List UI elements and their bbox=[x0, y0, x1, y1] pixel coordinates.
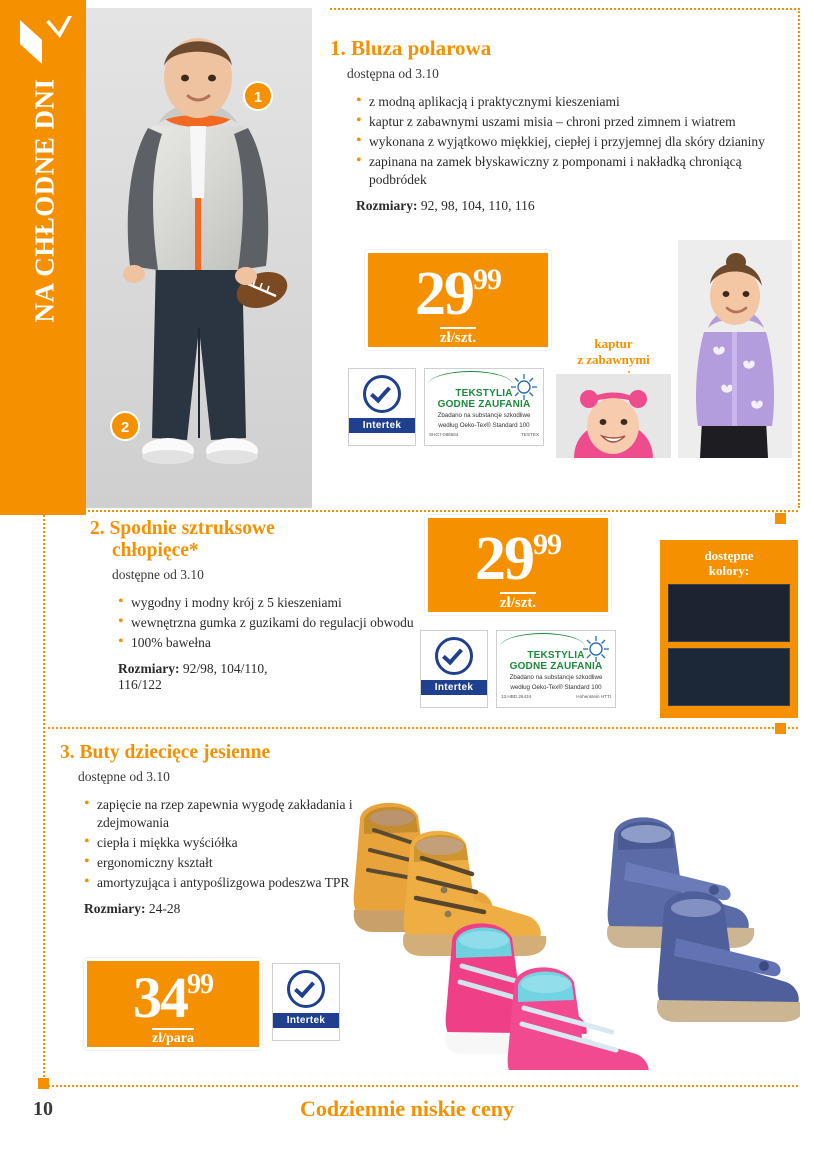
oeko-title-2: GODNE ZAUFANIA bbox=[437, 399, 531, 410]
product-2-title-line2: chłopięce* bbox=[112, 540, 199, 561]
list-item: • zapinana na zamek błyskawiczny z pomponami i nakładką chroniącą podbródek bbox=[356, 153, 790, 189]
product-2-sizes bbox=[118, 661, 430, 693]
product-2-availability: dostępne od 3.10 bbox=[112, 567, 204, 582]
list-item: • zapięcie na rzep zapewnia wygodę zakładania i zdejmowania bbox=[84, 796, 400, 832]
right-dotted-line bbox=[798, 8, 800, 508]
footer-slogan: Codziennie niskie ceny bbox=[300, 1096, 514, 1121]
product-1-title-text: Bluza polarowa bbox=[351, 36, 492, 60]
product-1-price-box bbox=[365, 250, 551, 350]
oeko-code: SHG7-086554 bbox=[429, 432, 459, 437]
product-3-price-box bbox=[84, 958, 262, 1050]
oeko-arc-decor bbox=[500, 633, 585, 647]
intertek-label: Intertek bbox=[349, 418, 415, 433]
intertek-label: Intertek bbox=[273, 1013, 339, 1028]
product-1-price-cents: 99 bbox=[473, 263, 501, 296]
product-1-index: 1. bbox=[330, 36, 351, 60]
product-3-sizes-value: 24-28 bbox=[148, 901, 181, 916]
product-1-availability: dostępna od 3.10 bbox=[347, 66, 439, 81]
footer-dotted-line bbox=[43, 1085, 798, 1087]
product-2-index: 2. bbox=[90, 518, 110, 539]
section-title-vertical: NA CHŁODNE DNI bbox=[29, 78, 60, 323]
product-3-sizes-label: Rozmiary: bbox=[84, 901, 146, 916]
top-dotted-line bbox=[330, 8, 800, 10]
product-2-title-line2-wrap bbox=[112, 540, 430, 562]
oeko-arc-decor bbox=[428, 371, 513, 385]
product-3-price-cents: 99 bbox=[187, 969, 213, 1000]
intertek-certificate-3 bbox=[272, 963, 340, 1041]
product-3-index: 3. bbox=[60, 742, 80, 763]
separator-2 bbox=[43, 727, 798, 729]
oeko-tex-certificate-1 bbox=[424, 368, 544, 446]
purple-fleece-photo bbox=[678, 240, 792, 458]
product-1-title bbox=[330, 36, 790, 61]
intertek-check-icon bbox=[435, 637, 473, 675]
separator-1 bbox=[43, 510, 798, 512]
product-2-sizes-value-1: 92/98, 104/110, bbox=[182, 661, 268, 676]
pink-hood-photo bbox=[556, 374, 671, 458]
hood-note-line1: kaptur bbox=[594, 336, 633, 351]
intertek-check-icon bbox=[363, 375, 401, 413]
oeko-sub-2: według Oeko-Tex® Standard 100 bbox=[510, 683, 602, 691]
color-swatch-navy[interactable] bbox=[668, 648, 790, 706]
product-2-title bbox=[90, 518, 430, 540]
left-orange-sidebar bbox=[0, 0, 86, 515]
product-3-title-text: Buty dziecięce jesienne bbox=[79, 742, 271, 763]
oeko-title-1: TEKSTYLIA bbox=[527, 650, 585, 661]
colors-title-line2: kolory: bbox=[708, 563, 750, 578]
product-1-features bbox=[356, 93, 790, 189]
product-1-sizes-value: 92, 98, 104, 110, 116 bbox=[420, 198, 535, 213]
product-2-info bbox=[90, 518, 430, 693]
sun-icon bbox=[509, 372, 539, 402]
list-item: • z modną aplikacją i praktycznymi kieszeniami bbox=[356, 93, 790, 111]
list-item: • 100% bawełna bbox=[118, 634, 430, 652]
product-2-price-cents: 99 bbox=[533, 528, 561, 561]
product-3-availability: dostępne od 3.10 bbox=[78, 769, 170, 784]
product-3-price-main: 34 bbox=[133, 965, 187, 1030]
oeko-code: 13.HBD.26434 bbox=[501, 694, 532, 699]
oeko-institute: Hohenstein HTTI bbox=[576, 694, 611, 699]
product-2-features bbox=[118, 594, 430, 652]
oeko-institute: TESTEX bbox=[521, 432, 539, 437]
product-1-price-unit: zł/szt. bbox=[440, 327, 476, 347]
list-item: • wykonana z wyjątkowo miękkiej, ciepłej i przyjemnej dla skóry dzianiny bbox=[356, 133, 790, 151]
intertek-certificate-2 bbox=[420, 630, 488, 708]
product-1-price-main: 29 bbox=[415, 260, 473, 328]
product-2-sizes-label: Rozmiary: bbox=[118, 661, 180, 676]
oeko-sub-1: Zbadano na substancje szkodliwe bbox=[509, 674, 603, 681]
product-1-sizes-label: Rozmiary: bbox=[356, 198, 418, 213]
oeko-sub-2: według Oeko-Tex® Standard 100 bbox=[438, 421, 530, 429]
hood-note-line2: z zabawnymi bbox=[577, 352, 650, 367]
list-item: • kaptur z zabawnymi uszami misia – chroni przed zimnem i wiatrem bbox=[356, 113, 790, 131]
list-item: • amortyzująca i antypoślizgowa podeszwa TPR bbox=[84, 874, 400, 892]
oeko-sub-1: Zbadano na substancje szkodliwe bbox=[437, 412, 531, 419]
oeko-title-1: TEKSTYLIA bbox=[455, 388, 513, 399]
oeko-tex-certificate-2 bbox=[496, 630, 616, 708]
list-item: • wygodny i modny krój z 5 kieszeniami bbox=[118, 594, 430, 612]
available-colors-box bbox=[660, 540, 798, 718]
list-item: • ergonomiczny kształt bbox=[84, 854, 400, 872]
rail-square-bottom-left bbox=[38, 1078, 49, 1089]
list-item: • wewnętrzna gumka z guzikami do regulacji obwodu bbox=[118, 614, 430, 632]
product-2-number-badge: 2 bbox=[110, 411, 140, 441]
intertek-certificate-1 bbox=[348, 368, 416, 446]
rail-square-right-1 bbox=[775, 513, 786, 524]
product-2-price-box bbox=[425, 515, 611, 615]
product-2-sizes-value-2: 116/122 bbox=[118, 677, 162, 692]
color-swatch-black[interactable] bbox=[668, 584, 790, 642]
oeko-title-2: GODNE ZAUFANIA bbox=[509, 661, 603, 672]
product-3-photo bbox=[330, 760, 800, 1070]
product-2-title-line1: Spodnie sztruksowe bbox=[109, 518, 275, 539]
list-item: • ciepła i miękka wyściółka bbox=[84, 834, 400, 852]
product-1-sizes bbox=[356, 198, 790, 214]
product-2-price-unit: zł/szt. bbox=[500, 592, 536, 612]
product-1-number-badge: 1 bbox=[243, 81, 273, 111]
colors-title-line1: dostępne bbox=[704, 548, 754, 563]
intertek-label: Intertek bbox=[421, 680, 487, 695]
product-2-price-main: 29 bbox=[475, 525, 533, 593]
sun-icon bbox=[581, 634, 611, 664]
product-3-price-unit: zł/para bbox=[152, 1028, 194, 1047]
intertek-check-icon bbox=[287, 970, 325, 1008]
left-dotted-rail bbox=[43, 515, 45, 1085]
page-number: 10 bbox=[33, 1098, 53, 1120]
product-1-info bbox=[330, 36, 790, 214]
